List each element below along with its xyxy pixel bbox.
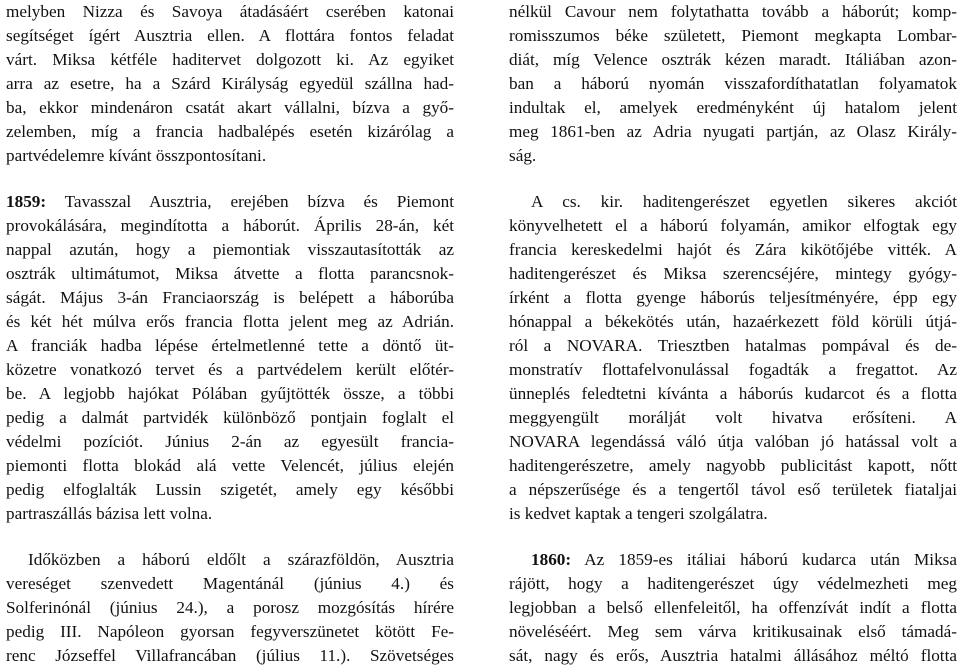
text-line: nappal azután, hogy a piemontiak visszautasították az [6,240,454,259]
text-line: francia kereskedelmi hajót és Zára kikötőjébe vitték. A [509,240,957,259]
text-line: zelemben, míg a francia hadbalépés esetén kizárólag a [6,122,454,141]
text-line: partvédelemre kívánt összpontosítani. [6,146,267,165]
text-line: ság. [509,146,537,165]
text-line: be. A legjobb hajókat Pólában gyűjtötték össze, a többi [6,384,454,403]
paragraph [6,548,454,668]
text-line: piemonti flotta blokád alá vette Velencét, július elején [6,456,454,475]
text-line: írként a flotta gyenge háborús teljesítményére, épp egy [509,288,957,307]
text-line: meg 1861-ben az Adria nyugati partján, az Olasz Király- [509,122,957,141]
text-run: Tavasszal Ausztria, erejében bízva és Piemont [46,192,454,211]
text-line [6,190,454,214]
year-heading: 1859: [6,192,47,211]
paragraph [509,548,957,668]
text-line: rájött, hogy a haditengerészet úgy védelmezheti meg [509,574,957,593]
text-line: A franciák hadba lépése értelmetlenné tette a döntő üt- [6,336,454,355]
text-line: védelmi pozíciót. Június 2-án az egyesült francia- [6,432,454,451]
text-run: Az 1859-es itáliai háború kudarca után Miksa [571,550,957,569]
text-line: haditengerészet és Miksa szerencséjére, mintegy gyógy- [509,264,957,283]
text-line: segítséget ígért Ausztria ellen. A flottára fontos feladat [6,26,454,45]
text-line: Solferinónál (június 24.), a porosz mozgósítás hírére [6,598,454,617]
text-line: diát, míg Velence osztrák kézen maradt. Itáliában azon- [509,50,957,69]
text-line: hónappal a békekötés után, hazaérkezett föld körüli útjá- [509,312,957,331]
text-line: pedig III. Napóleon gyorsan fegyverszünetet kötött Fe- [6,622,454,641]
text-line: melyben Nizza és Savoya átadásáért cserében katonai [6,2,454,21]
paragraph [509,190,957,526]
text-line: növeléséért. Meg sem várva kritikusainak első támadá- [509,622,957,641]
left-column [6,0,454,668]
text-line: pedig a dalmát partvidék különböző pontjain foglalt el [6,408,454,427]
text-line: arra az esetre, ha a Szárd Királyság egyedül szállna had- [6,74,454,93]
paragraph [509,0,957,168]
text-line: provokálására, megindította a háborút. Április 28-án, két [6,216,454,235]
text-line: és két hét múlva erős francia flotta jelent meg az Adrián. [6,312,454,331]
text-line: osztrák ultimátumot, Miksa átvette a flotta parancsnok- [6,264,454,283]
right-column [509,0,957,668]
text-line: nélkül Cavour nem folytathatta tovább a háborút; komp- [509,2,957,21]
text-line: vereséget szenvedett Magentánál (június 4.) és [6,574,454,593]
text-line: ban a háború nyomán visszafordíthatatlan folyamatok [509,74,957,93]
text-line [509,548,957,572]
text-line: renc Józseffel Villafrancában (július 11.). Szövetséges [6,646,454,665]
text-line: partraszállás bázisa lett volna. [6,504,213,523]
text-line: haditengerészetre, amely nagyobb publicitást kapott, nőtt [509,456,957,475]
paragraph [6,0,454,168]
text-line: monstratív flottafelvonulással fogadták a fregattot. Az [509,360,957,379]
text-line: sát, nagy és erős, Ausztria hatalmi állásához méltó flotta [509,646,957,665]
text-line: A cs. kir. haditengerészet egyetlen sikeres akciót [531,192,957,211]
text-line: romisszumos béke született, Piemont megkapta Lombar- [509,26,957,45]
text-line: meggyengült morálját volt hivatva erősíteni. A [509,408,957,427]
text-line: a népszerűsége és a tengertől távol eső területek fiataljai [509,480,957,499]
text-line: ról a NOVARA. Triesztben hatalmas pompával és de- [509,336,957,355]
text-line: várt. Miksa kétféle haditervet dolgozott ki. Az egyiket [6,50,454,69]
text-line: Időközben a háború eldőlt a szárazföldön, Ausztria [28,550,454,569]
text-line: közetre vonatkozó tervet és a partvédelem került előtér- [6,360,454,379]
text-line: NOVARA legendássá váló útja valóban jó hatással volt a [509,432,957,451]
text-line: ünneplés feledtetni kívánta a háborús kudarcot és a flotta [509,384,957,403]
text-line: indultak el, amelyek eredményként új hatalom jelent [509,98,957,117]
text-line: ságát. Május 3-án Franciaország is belépett a háborúba [6,288,454,307]
text-line: is kedvet kaptak a tengeri szolgálatra. [509,504,768,523]
text-line: ba, ekkor mindenáron csatát akart vállalni, bízva a győ- [6,98,454,117]
year-heading: 1860: [531,550,572,569]
text-line: pedig elfoglalták Lussin szigetét, amely egy későbbi [6,480,454,499]
text-line: könyvelhetett el a háború folyamán, amikor elfogtak egy [509,216,957,235]
paragraph [6,190,454,526]
text-line: legjobban a belső ellenfeleitől, ha offenzívát indít a flotta [509,598,957,617]
